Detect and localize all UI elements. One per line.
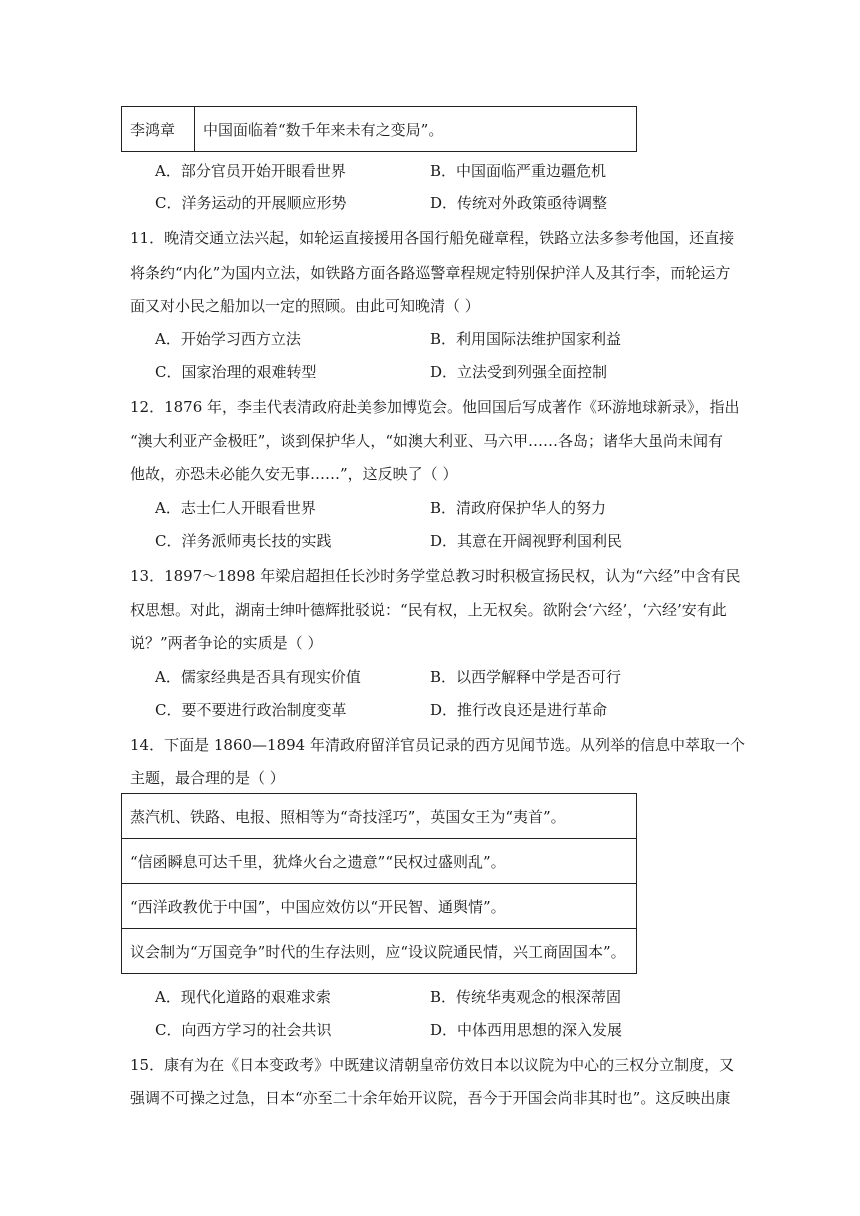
q13-option-c[interactable]: C．要不要进行政治制度变革	[155, 701, 347, 719]
q12-option-b[interactable]: B．清政府保护华人的努力	[430, 499, 607, 517]
q12-text-line-2: “澳大利亚产金极旺”，谈到保护华人，“如澳大利亚、马六甲……各岛；诸华大虽尚未闻有	[130, 432, 724, 450]
q10-option-d[interactable]: D．传统对外政策亟待调整	[430, 194, 608, 212]
q14-text-line-1: 14．下面是 1860—1894 年清政府留洋官员记录的西方见闻节选。从列举的信息中萃取一个	[130, 736, 745, 754]
q11-text-line-3: 面又对小民之船加以一定的照顾。由此可知晚清（ ）	[130, 297, 480, 315]
q10-option-c[interactable]: C．洋务运动的开展顺应形势	[155, 194, 347, 212]
table-row	[122, 794, 637, 839]
q13-option-d[interactable]: D．推行改良还是进行革命	[430, 701, 608, 719]
q11-option-c[interactable]: C．国家治理的艰难转型	[155, 363, 317, 381]
q11-option-d[interactable]: D．立法受到列强全面控制	[430, 363, 608, 381]
q13-text-line-3: 说？”两者争论的实质是（ ）	[130, 634, 323, 652]
q12-text-line-3: 他故，亦恐未必能久安无事……”，这反映了（ ）	[130, 465, 458, 483]
q11-text-line-2: 将条约“内化”为国内立法，如铁路方面各路巡警章程规定特别保护洋人及其行李，而轮运方	[130, 264, 731, 282]
q12-text-line-1: 12．1876 年，李圭代表清政府赴美参加博览会。他回国后写成著作《环游地球新录》，指出	[130, 398, 740, 416]
table-row	[122, 839, 637, 884]
q12-option-c[interactable]: C．洋务派师夷长技的实践	[155, 532, 332, 550]
table-row	[122, 107, 637, 152]
q14-option-b[interactable]: B．传统华夷观念的根深蒂固	[430, 988, 622, 1006]
table-cell: 蒸汽机、铁路、电报、照相等为“奇技淫巧”，英国女王为“夷首”。	[122, 794, 637, 839]
q13-option-b[interactable]: B．以西学解释中学是否可行	[430, 668, 622, 686]
q15-text-line-2: 强调不可操之过急，日本“亦至二十余年始开议院，吾今于开国会尚非其时也”。这反映出康	[130, 1089, 731, 1107]
table-cell-text: 中国面临着“数千年来未有之变局”。	[195, 107, 637, 152]
table-cell: “西洋政教优于中国”，中国应效仿以“开民智、通舆情”。	[122, 884, 637, 929]
q13-text-line-2: 权思想。对此，湖南士绅叶德辉批驳说：“民有权，上无权矣。欲附会‘六经’，‘六经’安有此	[130, 601, 727, 619]
table-cell-who: 李鸿章	[122, 107, 195, 152]
table-row	[122, 929, 637, 974]
q10-option-b[interactable]: B．中国面临严重边疆危机	[430, 162, 607, 180]
q11-option-b[interactable]: B．利用国际法维护国家利益	[430, 330, 622, 348]
q10-option-a[interactable]: A．部分官员开始开眼看世界	[155, 162, 346, 180]
q13-text-line-1: 13．1897～1898 年梁启超担任长沙时务学堂总教习时积极宣扬民权，认为“六经”中含有民	[130, 567, 741, 585]
q10-table	[121, 106, 637, 152]
q14-table	[121, 793, 637, 974]
q11-option-a[interactable]: A．开始学习西方立法	[155, 330, 301, 348]
q14-text-line-2: 主题，最合理的是（ ）	[130, 769, 285, 787]
q12-option-d[interactable]: D．其意在开阔视野利国利民	[430, 532, 623, 550]
q15-text-line-1: 15．康有为在《日本变政考》中既建议清朝皇帝仿效日本以议院为中心的三权分立制度，又	[130, 1056, 735, 1074]
q14-option-c[interactable]: C．向西方学习的社会共识	[155, 1021, 332, 1039]
q12-option-a[interactable]: A．志士仁人开眼看世界	[155, 499, 316, 517]
table-cell: “信函瞬息可达千里，犹烽火台之遗意”“民权过盛则乱”。	[122, 839, 637, 884]
q11-text-line-1: 11．晚清交通立法兴起，如轮运直接援用各国行船免碰章程，铁路立法多参考他国，还直接	[130, 229, 735, 247]
q14-option-a[interactable]: A．现代化道路的艰难求索	[155, 988, 331, 1006]
q14-option-d[interactable]: D．中体西用思想的深入发展	[430, 1021, 623, 1039]
table-cell: 议会制为“万国竞争”时代的生存法则，应“设议院通民情，兴工商固国本”。	[122, 929, 637, 974]
q13-option-a[interactable]: A．儒家经典是否具有现实价值	[155, 668, 361, 686]
table-row	[122, 884, 637, 929]
